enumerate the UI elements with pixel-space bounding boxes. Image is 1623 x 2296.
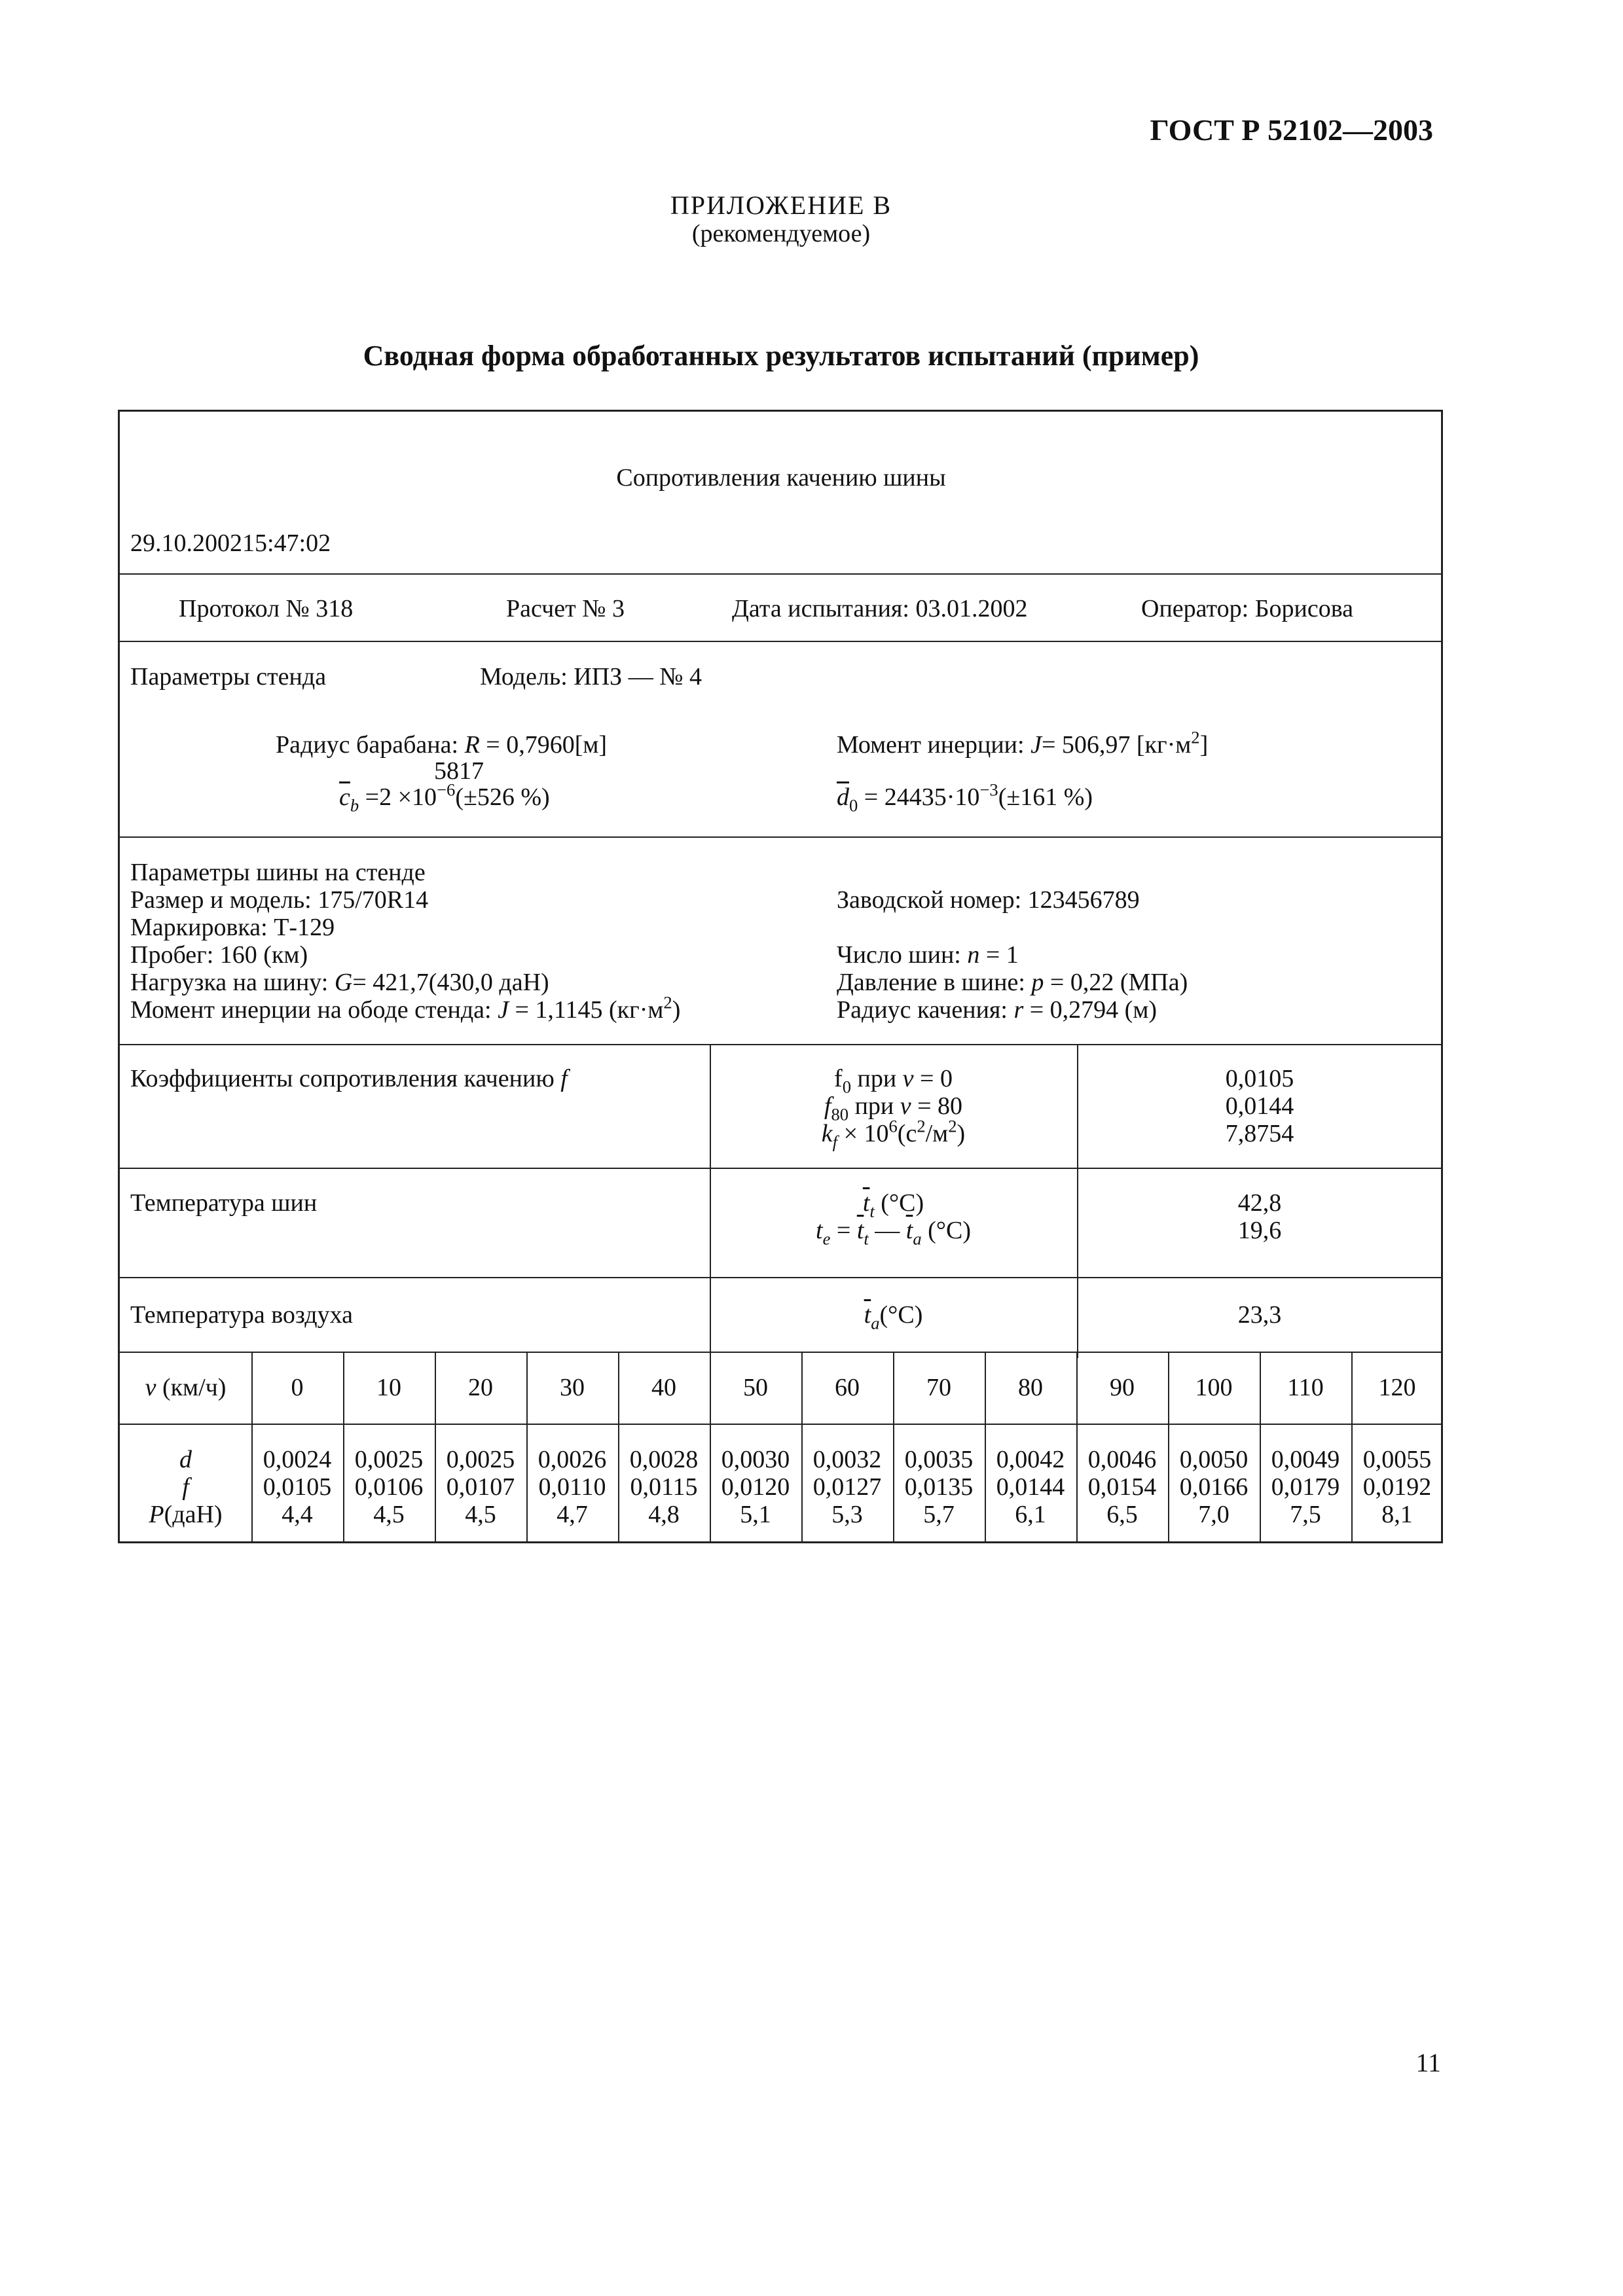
tire-size: Размер и модель: 175/70R14: [130, 886, 429, 914]
tire-marking: Маркировка: Т-129: [130, 914, 335, 941]
tt-value: 42,8: [1237, 1189, 1282, 1217]
force-value: 4,4: [282, 1501, 313, 1528]
speed-value: 70: [926, 1374, 951, 1401]
force-value: 5,7: [923, 1501, 955, 1528]
te-value: 19,6: [1237, 1217, 1282, 1244]
rolling-coef-value: 0,0127: [812, 1473, 882, 1501]
row-label-f: f: [182, 1473, 189, 1501]
deflection-value: 0,0025: [446, 1446, 515, 1473]
force-value: 4,5: [373, 1501, 405, 1528]
deflection-value: 0,0050: [1179, 1446, 1249, 1473]
page-number: 11: [1415, 2048, 1441, 2077]
stand-label: Параметры стенда: [130, 663, 327, 691]
tire-header: Параметры шины на стенде: [130, 859, 426, 886]
speed-value: 10: [376, 1374, 401, 1401]
rolling-coef-value: 0,0105: [263, 1473, 332, 1501]
cb-formula: $\overline{c}_b =2 \times 10^{-6}(\pm 526$ %): [339, 780, 550, 816]
air-temp-value: 23,3: [1237, 1301, 1282, 1329]
speed-value: 90: [1110, 1374, 1135, 1401]
force-value: 5,1: [740, 1501, 771, 1528]
tire-mileage: Пробег: 160 (км): [130, 941, 308, 969]
divider: [120, 641, 1441, 642]
speed-header-label: v (км/ч): [145, 1374, 227, 1401]
divider: [120, 1044, 1441, 1045]
deflection-value: 0,0030: [721, 1446, 790, 1473]
divider: [120, 1277, 1441, 1278]
divider: [120, 1168, 1441, 1169]
rolling-coef-value: 0,0144: [996, 1473, 1065, 1501]
speed-value: 40: [651, 1374, 676, 1401]
calc-number: Расчет № 3: [506, 595, 625, 622]
tt-formula: $\overline{t}_t$ (°C): [862, 1189, 924, 1221]
operator: Оператор: Борисова: [1141, 595, 1354, 622]
tire-count: Число шин: n = 1: [837, 941, 1019, 969]
kf-value: 7,8754: [1225, 1120, 1294, 1147]
drum-inertia: Момент инерции: J= 506,97 $[кг\cdot м^2]$: [837, 727, 1209, 759]
f80-formula: $f_{80}$ при v = 80: [824, 1092, 963, 1124]
deflection-value: 0,0049: [1271, 1446, 1340, 1473]
deflection-value: 0,0026: [538, 1446, 607, 1473]
f0-formula: $f_0$ при v = 0: [834, 1065, 953, 1097]
force-value: 4,7: [556, 1501, 588, 1528]
ta-formula: $\overline{t}_a(^\circ C)$: [864, 1301, 923, 1333]
rim-inertia: Момент инерции на ободе стенда: J = 1,1145 $(кг\cdot м^2)$: [130, 992, 681, 1024]
coef-label: Коэффициенты сопротивления качению f: [130, 1065, 568, 1092]
divider: [120, 1424, 1441, 1425]
rolling-coef-value: 0,0110: [538, 1473, 606, 1501]
tire-serial: Заводской номер: 123456789: [837, 886, 1140, 914]
force-value: 7,5: [1290, 1501, 1321, 1528]
d0-formula: $\overline{d}_0 = 24435\cdot 10^{-3}(\pm 161$ %): [837, 780, 1093, 816]
rolling-coef-value: 0,0179: [1271, 1473, 1340, 1501]
divider: [120, 573, 1441, 575]
rolling-coef-value: 0,0135: [904, 1473, 974, 1501]
block-title: Сопротивления качению шины: [616, 464, 946, 492]
f0-value: 0,0105: [1225, 1065, 1294, 1092]
rolling-coef-value: 0,0166: [1179, 1473, 1249, 1501]
tire-temp-label: Температура шин: [130, 1189, 318, 1217]
timestamp: 29.10.200215:47:02: [130, 529, 331, 557]
deflection-value: 0,0032: [812, 1446, 882, 1473]
divider: [120, 1352, 1441, 1353]
speed-value: 100: [1195, 1374, 1233, 1401]
deflection-value: 0,0025: [354, 1446, 424, 1473]
rolling-coef-value: 0,0106: [354, 1473, 424, 1501]
speed-value: 0: [291, 1374, 304, 1401]
force-value: 6,1: [1015, 1501, 1046, 1528]
cb-coefficient: 5817: [434, 757, 484, 785]
speed-value: 20: [468, 1374, 493, 1401]
results-form: [118, 410, 1443, 1543]
deflection-value: 0,0024: [263, 1446, 332, 1473]
deflection-value: 0,0035: [904, 1446, 974, 1473]
f80-value: 0,0144: [1225, 1092, 1294, 1120]
kf-formula: $k_f \times 10^6(с^2/м^2)$: [821, 1116, 966, 1152]
appendix-title: ПРИЛОЖЕНИЕ В: [670, 190, 892, 220]
force-value: 8,1: [1381, 1501, 1413, 1528]
speed-value: 110: [1287, 1374, 1324, 1401]
deflection-value: 0,0046: [1087, 1446, 1157, 1473]
force-value: 4,8: [648, 1501, 680, 1528]
appendix-subtitle: (рекомендуемое): [691, 220, 871, 247]
air-temp-label: Температура воздуха: [130, 1301, 353, 1329]
rolling-coef-value: 0,0192: [1362, 1473, 1432, 1501]
force-value: 6,5: [1106, 1501, 1138, 1528]
tire-load: Нагрузка на шину: G= 421,7(430,0 даН): [130, 969, 549, 996]
force-value: 5,3: [831, 1501, 863, 1528]
rolling-coef-value: 0,0115: [630, 1473, 698, 1501]
rolling-coef-value: 0,0120: [721, 1473, 790, 1501]
standard-number: ГОСТ Р 52102—2003: [1150, 113, 1433, 147]
speed-value: 60: [835, 1374, 860, 1401]
row-label-p: P(даН): [149, 1501, 223, 1528]
deflection-value: 0,0028: [629, 1446, 699, 1473]
speed-value: 30: [560, 1374, 585, 1401]
deflection-value: 0,0042: [996, 1446, 1065, 1473]
rolling-coef-value: 0,0107: [446, 1473, 515, 1501]
drum-radius: Радиус барабана: R = 0,7960[м]: [276, 731, 608, 759]
force-value: 4,5: [465, 1501, 496, 1528]
rolling-radius: Радиус качения: r = 0,2794 (м): [837, 996, 1158, 1024]
stand-model: Модель: ИПЗ — № 4: [480, 663, 702, 691]
tire-pressure: Давление в шине: p = 0,22 (МПа): [837, 969, 1188, 996]
row-label-d: d: [179, 1446, 192, 1473]
protocol-number: Протокол № 318: [179, 595, 354, 622]
speed-value: 120: [1378, 1374, 1416, 1401]
test-date: Дата испытания: 03.01.2002: [732, 595, 1028, 622]
divider: [120, 836, 1441, 838]
speed-value: 50: [743, 1374, 768, 1401]
force-value: 7,0: [1198, 1501, 1230, 1528]
deflection-value: 0,0055: [1362, 1446, 1432, 1473]
rolling-coef-value: 0,0154: [1087, 1473, 1157, 1501]
speed-value: 80: [1018, 1374, 1043, 1401]
te-formula: $t_e = \overline{t}_t$ — $\overline{t}_a$ (°C): [816, 1217, 971, 1249]
form-title: Сводная форма обработанных результатов испытаний (пример): [363, 340, 1199, 372]
